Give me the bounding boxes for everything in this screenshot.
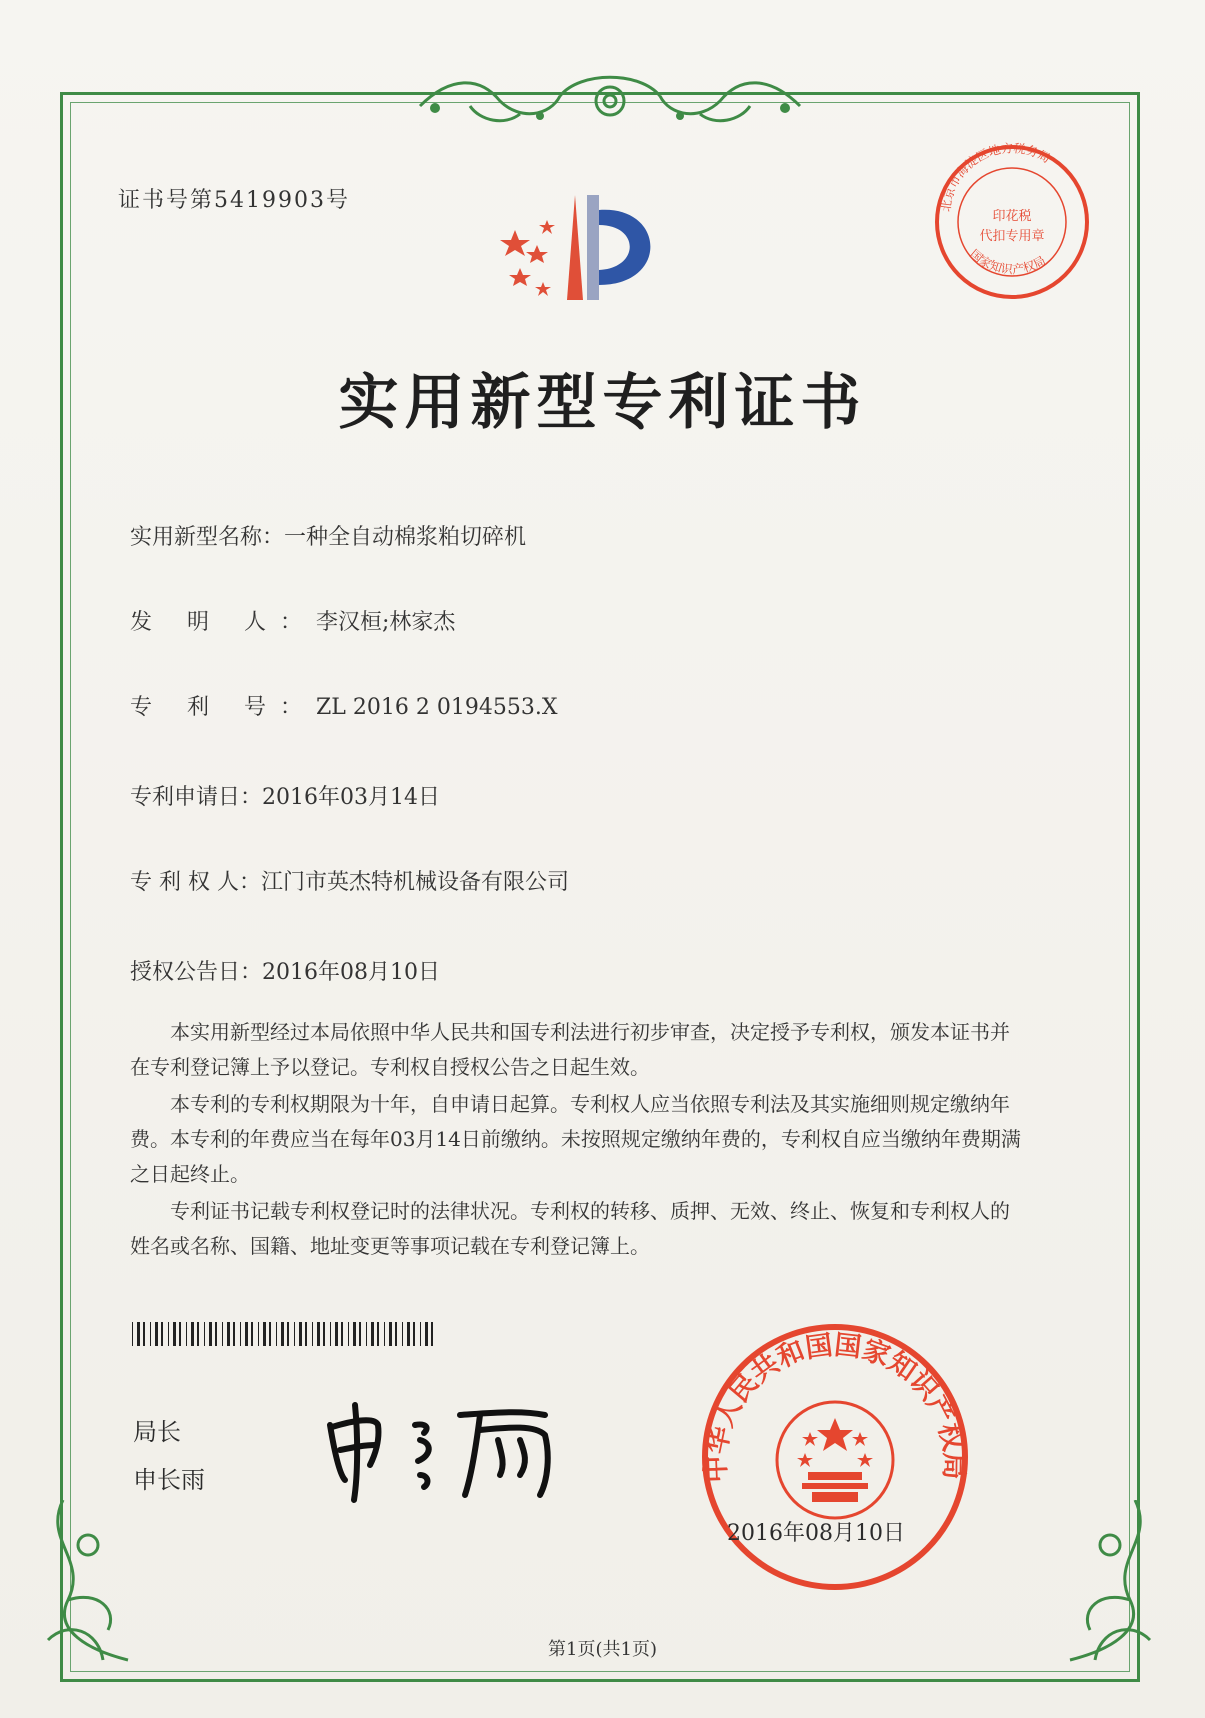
seal-ring-text: 中华人民共和国国家知识产权局 — [700, 1329, 970, 1484]
director-name: 申长雨 — [133, 1466, 205, 1494]
certificate-number: 证书号第5419903号 — [118, 188, 350, 213]
tax-seal-bottom-text: 国家知识产权局 — [967, 246, 1049, 277]
inventor-row — [130, 605, 455, 636]
top-floral-ornament — [410, 66, 810, 136]
certificate-body-text — [130, 1015, 1025, 1266]
tax-seal-line1: 印花税 — [992, 209, 1032, 224]
tax-seal-line2: 代扣专用章 — [979, 229, 1045, 244]
cnipa-official-seal — [698, 1320, 973, 1595]
utility-model-name-value: 一种全自动棉浆粕切碎机 — [284, 525, 527, 550]
grant-date-label: 授权公告日： — [130, 960, 263, 985]
body-paragraph: 本实用新型经过本局依照中华人民共和国专利法进行初步审查，决定授予专利权，颁发本证书并在专利登记簿上予以登记。专利权自授权公告之日起生效。 — [130, 1020, 1010, 1079]
director-signature — [320, 1395, 580, 1505]
seal-date: 2016年08月10日 — [727, 1521, 905, 1546]
tax-seal-ring-text: 北京市海淀区地方税务局 — [938, 141, 1053, 213]
inventor-value: 李汉桓;林家杰 — [316, 610, 456, 635]
certificate-title: 实用新型专利证书 — [338, 368, 867, 438]
inventor-label: 发 明 人： — [130, 610, 316, 635]
patentee-row — [130, 865, 569, 896]
grant-date-row — [130, 955, 440, 986]
application-date-value: 2016年03月14日 — [262, 785, 440, 810]
page-number: 第1页(共1页) — [548, 1639, 657, 1660]
barcode — [132, 1322, 437, 1346]
patent-office-emblem-icon — [495, 190, 685, 320]
patent-number-value: ZL 2016 2 0194553.X — [316, 695, 558, 720]
patent-number-row — [130, 690, 558, 721]
body-paragraph: 专利证书记载专利权登记时的法律状况。专利权的转移、质押、无效、终止、恢复和专利权人的姓名或名称、国籍、地址变更等事项记载在专利登记簿上。 — [130, 1199, 1010, 1258]
director-title: 局长 — [133, 1418, 181, 1446]
body-paragraph: 本专利的专利权期限为十年，自申请日起算。专利权人应当依照专利法及其实施细则规定缴纳年费。本专利的年费应当在每年03月14日前缴纳。未按照规定缴纳年费的，专利权自应当缴纳年费期满之日起终止。 — [130, 1092, 1021, 1186]
tax-seal-stamp — [930, 140, 1095, 305]
patentee-value: 江门市英杰特机械设备有限公司 — [260, 870, 569, 895]
national-emblem-icon — [797, 1418, 873, 1502]
utility-model-name-label: 实用新型名称： — [130, 525, 285, 550]
application-date-label: 专利申请日： — [130, 785, 263, 810]
patent-number-label: 专 利 号： — [130, 695, 316, 720]
patentee-label: 专 利 权 人： — [130, 870, 261, 895]
utility-model-name-row — [130, 520, 526, 551]
grant-date-value: 2016年08月10日 — [262, 960, 440, 985]
application-date-row — [130, 780, 440, 811]
